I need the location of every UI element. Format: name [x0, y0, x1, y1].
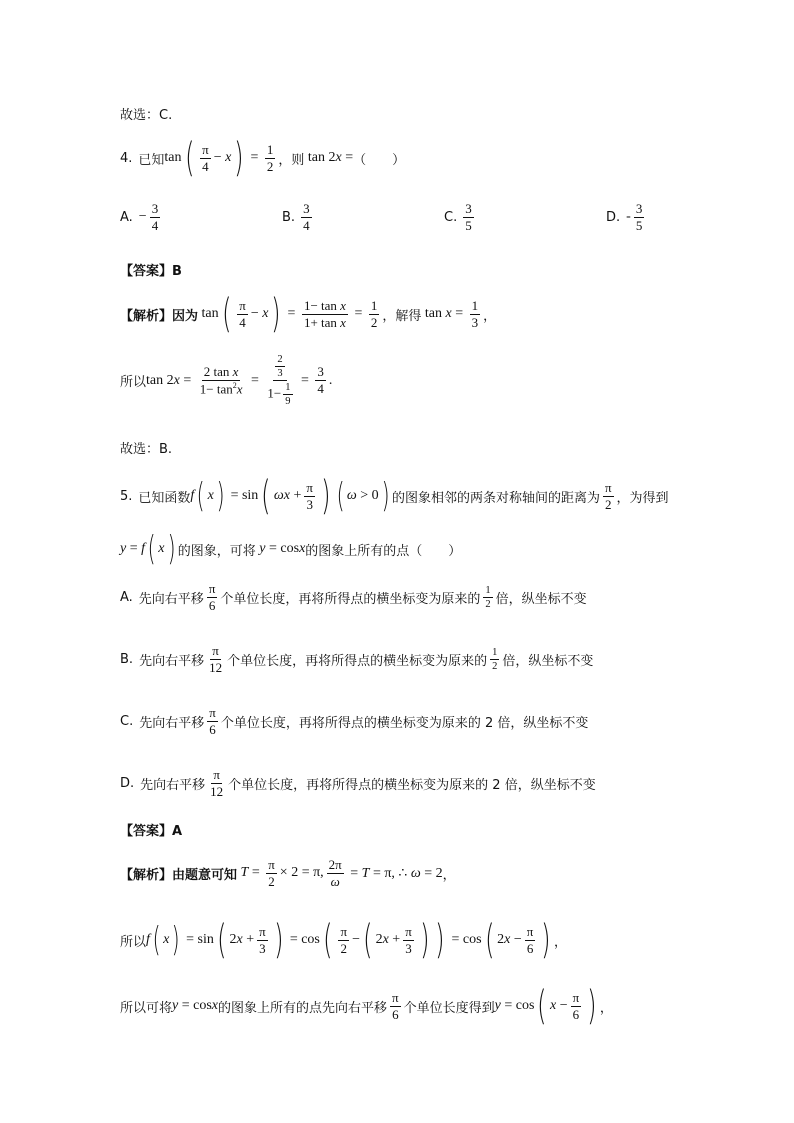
option-label: C.	[120, 713, 134, 729]
analysis-tag: 【解析】由题意可知	[120, 867, 238, 883]
option-5a: A. 先向右平移 $\frac{\pi}{6}$ 个单位长度，再将所得点的横坐标变为原来的 $\frac{1}{2}$ 倍，纵坐标不变	[120, 581, 587, 613]
analysis-text: 个单位长度得到	[403, 1000, 495, 1016]
analysis-5-line1: 【解析】由题意可知 T = $\frac{\pi}{2}$ × 2 = π, $\frac{2\pi}{\omega}$ = T = π, ∴ ω = 2 ，	[120, 857, 456, 889]
option-text: 先向右平移	[138, 591, 204, 607]
option-text: 倍，纵坐标不变	[495, 591, 587, 607]
option-5d: D. 先向右平移 $\frac{\pi}{12}$ 个单位长度，再将所得点的横坐标变为原来的 2 倍，纵坐标不变	[120, 767, 596, 799]
question-4-stem: 4. 已知 tan ( $\frac{\pi}{4}$ − x ) = $\frac{1}{2}$ ，则 tan 2x = （ ）	[120, 135, 406, 181]
question-number: 4.	[120, 150, 133, 166]
answer-5: 【答案】A	[120, 824, 183, 839]
question-5-stem: 5. 已知函数 f ( x ) = sin ( ωx + $\frac{\pi}{3}$ ) ( ω > 0 ) 的图象相邻的两条对称轴间的距离为 $\frac{\pi}{2}$ ，为得到	[120, 473, 669, 519]
stem-text: 的图象，可将	[177, 543, 256, 559]
analysis-5-line3: 所以可将 y = cosx 的图象上所有的点先向右平移 $\frac{\pi}{6}$ 个单位长度得到 y = cos ( x − $\frac{\pi}{6}$ ) ，	[120, 983, 613, 1029]
option-label: B.	[282, 209, 296, 225]
option-text: 个单位长度，再将所得点的横坐标变为原来的 2 倍，纵坐标不变	[220, 715, 589, 731]
stem-text: （ ）	[353, 152, 406, 168]
stem-text: 已知函数	[138, 490, 191, 506]
option-label: C.	[444, 209, 458, 225]
question-5-stem-2: y = f ( x ) 的图象，可将 y = cosx 的图象上所有的点（ ）	[120, 529, 462, 569]
stem-text: 已知	[138, 152, 165, 168]
option-c: C. $\frac{3}{5}$	[444, 201, 472, 233]
stem-text: ，为得到	[616, 490, 669, 506]
option-a: A. − $\frac{3}{4}$	[120, 201, 159, 233]
option-d: D. - $\frac{3}{5}$	[606, 201, 643, 233]
stem-text: ，则	[278, 152, 305, 168]
previous-conclusion: 故选：C.	[120, 108, 173, 123]
analysis-5-line2: 所以 f ( x ) = sin ( 2x + $\frac{\pi}{3}$ ) = cos ( $\frac{\pi}{2}$ − ( 2x + $\frac{\pi}{3}$ ) ) = cos ( 2x − $\frac{\pi}{6}$ ) ，	[120, 917, 567, 963]
option-label: A.	[120, 589, 133, 605]
stem-text: 的图象上所有的点（ ）	[305, 543, 462, 559]
option-label: D.	[606, 209, 621, 225]
option-text: 先向右平移	[139, 715, 205, 731]
analysis-4-line1: 【解析】因为 tan ( $\frac{\pi}{4}$ − x ) = $\frac{\text{1− tan x}}{\text{1+ tan x}}$ = $\frac{1}{2}$ ，解得 tan x = $\frac{1}{3}$ ，	[120, 291, 497, 337]
option-b: B. $\frac{3}{4}$	[282, 201, 310, 233]
answer-4: 【答案】B	[120, 264, 182, 279]
analysis-text: 所以可将	[120, 1000, 173, 1016]
option-label: A.	[120, 209, 133, 225]
analysis-text: ，解得	[382, 308, 422, 324]
option-label: D.	[120, 775, 135, 791]
conclusion-4: 故选：B.	[120, 442, 173, 457]
analysis-text: 所以	[120, 934, 147, 950]
option-label: B.	[120, 651, 134, 667]
option-text: 倍，纵坐标不变	[502, 653, 594, 669]
analysis-4-line2: 所以 tan 2x = $\frac{\text{2 tan x}}{1- \tan^2x}$ = $\frac{2}{3}$ 1− $\frac{1}{9}$ = $\frac{3}{4}$ .	[120, 354, 333, 408]
option-5c: C. 先向右平移 $\frac{\pi}{6}$ 个单位长度，再将所得点的横坐标变为原来的 2 倍，纵坐标不变	[120, 705, 589, 737]
option-text: 个单位长度，再将所得点的横坐标变为原来的 2 倍，纵坐标不变	[228, 777, 596, 793]
option-text: 先向右平移	[140, 777, 206, 793]
analysis-tag: 【解析】因为	[120, 308, 199, 324]
option-5b: B. 先向右平移 $\frac{\pi}{12}$ 个单位长度，再将所得点的横坐标变为原来的 $\frac{1}{2}$ 倍，纵坐标不变	[120, 643, 594, 675]
option-text: 个单位长度，再将所得点的横坐标变为原来的	[220, 591, 481, 607]
question-number: 5.	[120, 488, 133, 504]
analysis-text: 的图象上所有的点先向右平移	[218, 1000, 388, 1016]
option-text: 先向右平移	[139, 653, 205, 669]
analysis-text: 所以	[120, 375, 147, 391]
option-text: 个单位长度，再将所得点的横坐标变为原来的	[227, 653, 488, 669]
stem-text: 的图象相邻的两条对称轴间的距离为	[391, 490, 600, 506]
